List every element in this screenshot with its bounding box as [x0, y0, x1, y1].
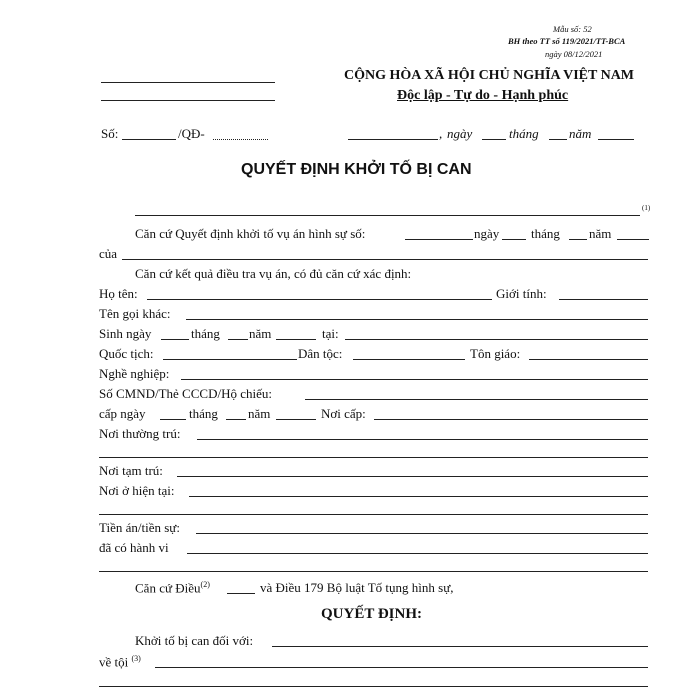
nghe-nghiep-label: Nghề nghiệp:: [99, 366, 170, 381]
ve-toi-field[interactable]: [155, 667, 648, 668]
date-nam-field[interactable]: [598, 139, 634, 140]
dan-toc-field[interactable]: [353, 359, 465, 360]
ton-giao-field[interactable]: [529, 359, 648, 360]
can-cu-qd-ngay-field[interactable]: [502, 239, 526, 240]
gioi-tinh-label: Giới tính:: [496, 286, 547, 301]
agency-line-2[interactable]: [101, 100, 275, 101]
ten-goi-khac-field[interactable]: [186, 319, 648, 320]
tien-an-field[interactable]: [196, 533, 648, 534]
tien-an-label: Tiền án/tiền sự:: [99, 520, 180, 535]
sinh-nam-field[interactable]: [276, 339, 316, 340]
khoi-to-label: Khởi tố bị can đối với:: [135, 633, 254, 648]
khoi-to-field[interactable]: [272, 646, 648, 647]
noi-thuong-tru-label: Nơi thường trú:: [99, 426, 181, 441]
quoc-tich-field[interactable]: [163, 359, 297, 360]
noi-o-hien-tai-field[interactable]: [189, 496, 648, 497]
date-ngay-label: ngày: [447, 126, 473, 141]
date-nam-label: năm: [569, 126, 592, 141]
date-comma: ,: [439, 126, 443, 141]
can-cu-qd-thang-field[interactable]: [569, 239, 587, 240]
can-cu-dieu-field[interactable]: [227, 593, 255, 594]
date-ngay-field[interactable]: [482, 139, 506, 140]
noi-thuong-tru-field[interactable]: [197, 439, 648, 440]
noi-tam-tru-label: Nơi tạm trú:: [99, 463, 163, 478]
note-2: (2): [200, 580, 210, 589]
form-code-line1: Mẫu số: 52: [553, 24, 592, 34]
note-1: (1): [642, 204, 651, 212]
motto: Độc lập - Tự do - Hạnh phúc: [397, 88, 569, 103]
cap-thang-field[interactable]: [226, 419, 246, 420]
cap-nam-field[interactable]: [276, 419, 316, 420]
cua-field[interactable]: [122, 259, 648, 260]
date-thang-field[interactable]: [549, 139, 567, 140]
cap-nam-label: năm: [248, 406, 271, 421]
dan-toc-label: Dân tộc:: [298, 346, 343, 361]
va-dieu-label: và Điều 179 Bộ luật Tố tụng hình sự,: [260, 580, 454, 595]
sinh-thang-field[interactable]: [228, 339, 248, 340]
note-3: (3): [131, 654, 141, 663]
so-field[interactable]: [122, 139, 176, 140]
can-cu-qd-so-field[interactable]: [405, 239, 473, 240]
can-cu-qd-nam-label: năm: [589, 226, 612, 241]
place-field[interactable]: [348, 139, 438, 140]
da-co-hanh-vi-field-2[interactable]: [99, 571, 648, 572]
document-title: QUYẾT ĐỊNH KHỞI TỐ BỊ CAN: [241, 161, 472, 178]
authority-field[interactable]: [135, 215, 640, 216]
tai-field[interactable]: [345, 339, 648, 340]
noi-tam-tru-field[interactable]: [177, 476, 648, 477]
nghe-nghiep-field[interactable]: [181, 379, 648, 380]
noi-thuong-tru-field-2[interactable]: [99, 457, 648, 458]
qd-field[interactable]: [213, 139, 268, 140]
can-cu-qd-nam-field[interactable]: [617, 239, 649, 240]
sinh-ngay-label: Sinh ngày: [99, 326, 152, 341]
sinh-ngay-field[interactable]: [161, 339, 189, 340]
form-code-line2: BH theo TT số 119/2021/TT-BCA: [508, 36, 626, 46]
date-thang-label: tháng: [509, 126, 539, 141]
cua-label: của: [99, 246, 118, 261]
ho-ten-field[interactable]: [147, 299, 492, 300]
sinh-nam-label: năm: [249, 326, 272, 341]
ten-goi-khac-label: Tên gọi khác:: [99, 306, 171, 321]
so-cmnd-field[interactable]: [305, 399, 648, 400]
noi-o-hien-tai-field-2[interactable]: [99, 514, 648, 515]
qd-label: /QĐ-: [178, 126, 205, 141]
da-co-hanh-vi-label: đã có hành vi: [99, 540, 169, 555]
so-label: Số:: [101, 126, 119, 141]
noi-cap-label: Nơi cấp:: [321, 406, 366, 421]
quoc-tich-label: Quốc tịch:: [99, 346, 154, 361]
ho-ten-label: Họ tên:: [99, 286, 138, 301]
can-cu-kq-label: Căn cứ kết quả điều tra vụ án, có đủ căn cứ xác định:: [135, 266, 412, 281]
ve-toi-label: về tội $^{(3)}$: [99, 654, 141, 670]
can-cu-dieu-label: Căn cứ Điều$^{(2)}$: [135, 580, 210, 596]
so-cmnd-label: Số CMND/Thẻ CCCD/Hộ chiếu:: [99, 386, 272, 401]
decision-heading: QUYẾT ĐỊNH:: [321, 606, 422, 622]
can-cu-qd-thang-label: tháng: [531, 226, 560, 241]
cap-ngay-label: cấp ngày: [99, 406, 146, 421]
cap-thang-label: tháng: [189, 406, 218, 421]
form-code-line3: ngày 08/12/2021: [545, 49, 603, 59]
can-cu-qd-label: Căn cứ Quyết định khởi tố vụ án hình sự số:: [135, 226, 366, 241]
tai-label: tại:: [322, 326, 339, 341]
noi-cap-field[interactable]: [374, 419, 648, 420]
sinh-thang-label: tháng: [191, 326, 220, 341]
country-heading: CỘNG HÒA XÃ HỘI CHỦ NGHĨA VIỆT NAM: [344, 68, 635, 83]
agency-line-1[interactable]: [101, 82, 275, 83]
da-co-hanh-vi-field[interactable]: [187, 553, 648, 554]
ton-giao-label: Tôn giáo:: [470, 346, 521, 361]
noi-o-hien-tai-label: Nơi ở hiện tại:: [99, 483, 175, 498]
gioi-tinh-field[interactable]: [559, 299, 648, 300]
cap-ngay-field[interactable]: [160, 419, 186, 420]
ve-toi-field-2[interactable]: [99, 686, 648, 687]
can-cu-qd-ngay-label: ngày: [474, 226, 500, 241]
